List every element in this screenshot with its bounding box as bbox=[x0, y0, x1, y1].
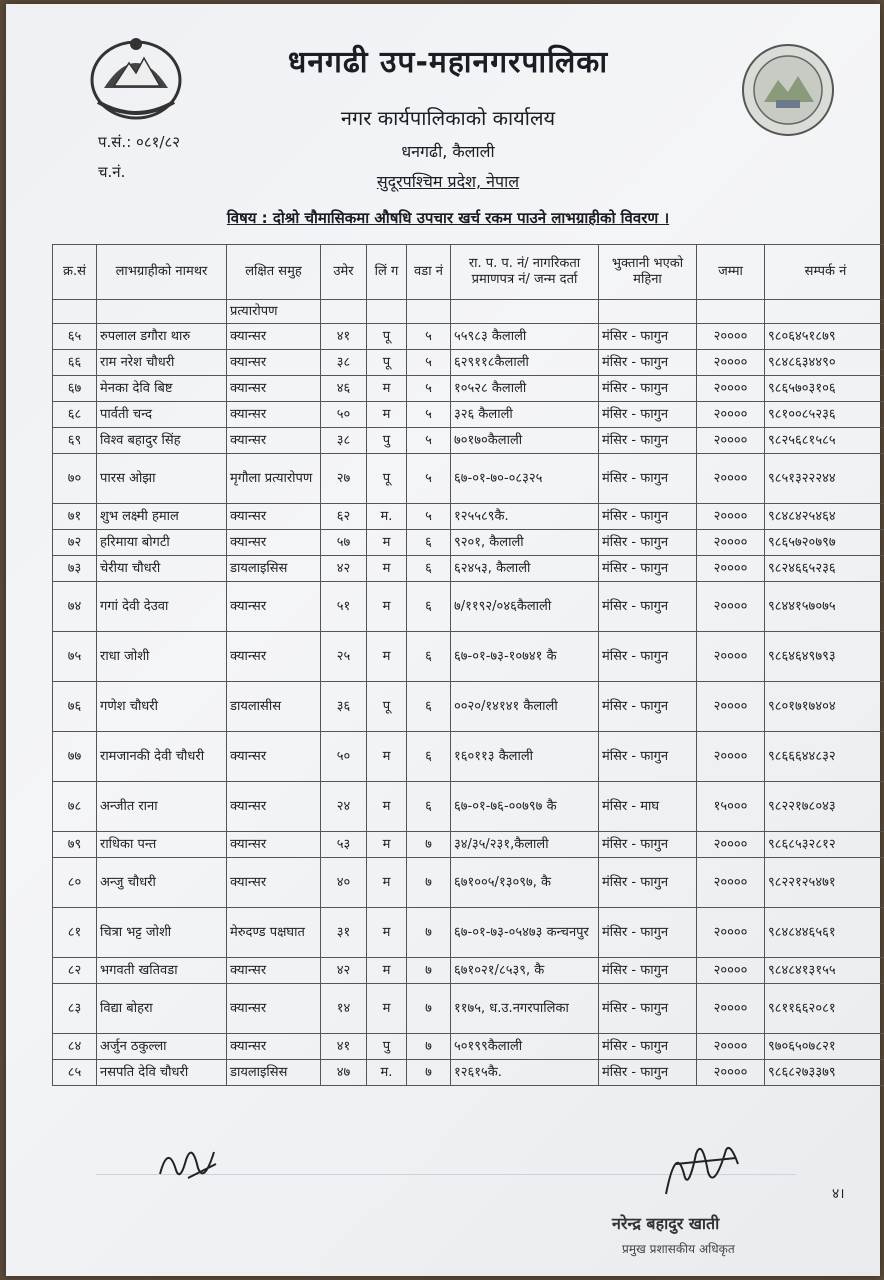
table-row bbox=[53, 402, 884, 428]
row-id: ६७१००५/१३०९७, कै bbox=[451, 858, 599, 908]
row-phone: ९८११६६२०८१ bbox=[765, 984, 884, 1034]
row-serial: ६९ bbox=[53, 428, 97, 454]
table-body bbox=[53, 300, 884, 1086]
row-phone: ९८२२१२५४७१ bbox=[765, 858, 884, 908]
row-serial: ८३ bbox=[53, 984, 97, 1034]
row-ward: ७ bbox=[407, 832, 451, 858]
document-subject: विषय : दोश्रो चौमासिकमा औषधि उपचार खर्च रकम पाउने लाभग्राहीको विवरण । bbox=[226, 209, 670, 227]
row-age: ६२ bbox=[321, 504, 367, 530]
table-row bbox=[53, 782, 884, 832]
row-amount: २०००० bbox=[697, 632, 765, 682]
row-serial: ६८ bbox=[53, 402, 97, 428]
table-row bbox=[53, 858, 884, 908]
row-age: ३१ bbox=[321, 908, 367, 958]
row-age: १४ bbox=[321, 984, 367, 1034]
row-amount: २०००० bbox=[697, 324, 765, 350]
row-sex: पु bbox=[367, 428, 407, 454]
row-serial: ६६ bbox=[53, 350, 97, 376]
table-row bbox=[53, 732, 884, 782]
row-amount: २०००० bbox=[697, 858, 765, 908]
row-serial: ७२ bbox=[53, 530, 97, 556]
row-sex: म bbox=[367, 402, 407, 428]
carry-over-text: प्रत्यारोपण bbox=[227, 300, 321, 324]
row-sex: म bbox=[367, 958, 407, 984]
row-group: क्यान्सर bbox=[227, 958, 321, 984]
row-phone: ९८५१३२२२४४ bbox=[765, 454, 884, 504]
row-phone: ९८६८५३२८१२ bbox=[765, 832, 884, 858]
row-month: मंसिर - फागुन bbox=[599, 324, 697, 350]
row-sex: म bbox=[367, 376, 407, 402]
row-phone: ९८२४६६५२३६ bbox=[765, 556, 884, 582]
row-group: क्यान्सर bbox=[227, 732, 321, 782]
row-sex: म. bbox=[367, 1060, 407, 1086]
row-serial: ७९ bbox=[53, 832, 97, 858]
table-row bbox=[53, 908, 884, 958]
row-name: राधा जोशी bbox=[97, 632, 227, 682]
table-row bbox=[53, 984, 884, 1034]
table-row bbox=[53, 454, 884, 504]
header-sex: लिं ग bbox=[367, 245, 407, 300]
beneficiary-table bbox=[52, 244, 884, 1086]
row-group: क्यान्सर bbox=[227, 1034, 321, 1060]
row-name: राम नरेश चौधरी bbox=[97, 350, 227, 376]
table-row bbox=[53, 632, 884, 682]
row-id: ६७-०१-७०-०८३२५ bbox=[451, 454, 599, 504]
row-id: ६७-०१-७६-००७९७ कै bbox=[451, 782, 599, 832]
row-age: ५० bbox=[321, 402, 367, 428]
row-phone: ९८०१७१७४०४ bbox=[765, 682, 884, 732]
row-ward: ५ bbox=[407, 428, 451, 454]
officer-name: नरेन्द्र बहादुर खाती bbox=[612, 1214, 720, 1233]
row-name: शुभ लक्ष्मी हमाल bbox=[97, 504, 227, 530]
row-group: डायलासीस bbox=[227, 682, 321, 732]
header-month: भुक्तानी भएको महिना bbox=[599, 245, 697, 300]
row-phone: ९८०६४५१८७९ bbox=[765, 324, 884, 350]
row-phone: ९८६५७०३१०६ bbox=[765, 376, 884, 402]
reference-fiscal-year: प.सं.: ०८१/८२ bbox=[98, 133, 181, 151]
row-name: विश्व बहादुर सिंह bbox=[97, 428, 227, 454]
row-age: २४ bbox=[321, 782, 367, 832]
row-serial: ६५ bbox=[53, 324, 97, 350]
row-serial: ७६ bbox=[53, 682, 97, 732]
row-ward: ७ bbox=[407, 958, 451, 984]
row-phone: ९८४८४१३१५५ bbox=[765, 958, 884, 984]
row-month: मंसिर - फागुन bbox=[599, 832, 697, 858]
row-id: ६२४५३, कैलाली bbox=[451, 556, 599, 582]
table-row bbox=[53, 556, 884, 582]
row-age: ५१ bbox=[321, 582, 367, 632]
row-phone: ९७०६५०७८२१ bbox=[765, 1034, 884, 1060]
row-amount: २०००० bbox=[697, 582, 765, 632]
row-serial: ७८ bbox=[53, 782, 97, 832]
row-amount: २०००० bbox=[697, 504, 765, 530]
row-name: हरिमाया बोगटी bbox=[97, 530, 227, 556]
row-month: मंसिर - फागुन bbox=[599, 582, 697, 632]
row-phone: ९८६५७२०७९७ bbox=[765, 530, 884, 556]
row-serial: ७१ bbox=[53, 504, 97, 530]
row-phone: ९८४८४२५४६४ bbox=[765, 504, 884, 530]
row-age: ४१ bbox=[321, 1034, 367, 1060]
row-sex: पू bbox=[367, 350, 407, 376]
row-group: क्यान्सर bbox=[227, 428, 321, 454]
table-row bbox=[53, 428, 884, 454]
table-row bbox=[53, 530, 884, 556]
row-ward: ५ bbox=[407, 350, 451, 376]
row-phone: ९८६८२७३३७९ bbox=[765, 1060, 884, 1086]
row-sex: म bbox=[367, 582, 407, 632]
dispatch-number: च.नं. bbox=[98, 163, 126, 181]
table-row bbox=[53, 350, 884, 376]
header-serial: क्र.सं bbox=[53, 245, 97, 300]
row-serial: ७४ bbox=[53, 582, 97, 632]
header-group: लक्षित समुह bbox=[227, 245, 321, 300]
row-ward: ७ bbox=[407, 984, 451, 1034]
row-amount: २०००० bbox=[697, 402, 765, 428]
row-ward: ६ bbox=[407, 530, 451, 556]
row-name: पारस ओझा bbox=[97, 454, 227, 504]
row-amount: २०००० bbox=[697, 454, 765, 504]
row-name: राधिका पन्त bbox=[97, 832, 227, 858]
row-group: क्यान्सर bbox=[227, 858, 321, 908]
row-serial: ७० bbox=[53, 454, 97, 504]
row-month: मंसिर - फागुन bbox=[599, 682, 697, 732]
table-row bbox=[53, 682, 884, 732]
row-group: क्यान्सर bbox=[227, 324, 321, 350]
row-month: मंसिर - फागुन bbox=[599, 504, 697, 530]
row-ward: ७ bbox=[407, 1060, 451, 1086]
row-name: चित्रा भट्ट जोशी bbox=[97, 908, 227, 958]
table-row bbox=[53, 832, 884, 858]
row-name: गगां देवी देउवा bbox=[97, 582, 227, 632]
row-name: रामजानकी देवी चौधरी bbox=[97, 732, 227, 782]
row-month: मंसिर - माघ bbox=[599, 782, 697, 832]
row-group: क्यान्सर bbox=[227, 350, 321, 376]
page-number: ४। bbox=[832, 1186, 845, 1202]
header-phone: सम्पर्क नं bbox=[765, 245, 884, 300]
row-group: मृगौला प्रत्यारोपण bbox=[227, 454, 321, 504]
table-row bbox=[53, 1060, 884, 1086]
row-id: ९२०१, कैलाली bbox=[451, 530, 599, 556]
row-phone: ९८६६६४४८३२ bbox=[765, 732, 884, 782]
row-age: ५७ bbox=[321, 530, 367, 556]
row-sex: पू bbox=[367, 454, 407, 504]
row-group: क्यान्सर bbox=[227, 530, 321, 556]
row-id: ६७-०१-७३-१०७४१ कै bbox=[451, 632, 599, 682]
row-name: चेरीया चौधरी bbox=[97, 556, 227, 582]
row-id: ६७१०२१/८५३९, कै bbox=[451, 958, 599, 984]
row-month: मंसिर - फागुन bbox=[599, 858, 697, 908]
row-age: ३८ bbox=[321, 350, 367, 376]
row-month: मंसिर - फागुन bbox=[599, 556, 697, 582]
row-ward: ६ bbox=[407, 682, 451, 732]
row-name: अन्जीत राना bbox=[97, 782, 227, 832]
row-month: मंसिर - फागुन bbox=[599, 908, 697, 958]
row-group: क्यान्सर bbox=[227, 504, 321, 530]
row-ward: ५ bbox=[407, 504, 451, 530]
office-name: नगर कार्यपालिकाको कार्यालय bbox=[340, 106, 556, 130]
row-sex: म bbox=[367, 908, 407, 958]
row-ward: ६ bbox=[407, 632, 451, 682]
row-age: २५ bbox=[321, 632, 367, 682]
row-ward: ७ bbox=[407, 858, 451, 908]
row-age: ४२ bbox=[321, 556, 367, 582]
row-amount: २०००० bbox=[697, 832, 765, 858]
row-group: क्यान्सर bbox=[227, 782, 321, 832]
table-row bbox=[53, 958, 884, 984]
row-amount: २०००० bbox=[697, 1060, 765, 1086]
row-amount: १५००० bbox=[697, 782, 765, 832]
row-sex: म bbox=[367, 530, 407, 556]
row-amount: २०००० bbox=[697, 1034, 765, 1060]
row-phone: ९८४८६३४४९० bbox=[765, 350, 884, 376]
row-ward: ५ bbox=[407, 454, 451, 504]
municipality-name: धनगढी उप-महानगरपालिका bbox=[287, 45, 609, 80]
row-month: मंसिर - फागुन bbox=[599, 984, 697, 1034]
row-age: ५३ bbox=[321, 832, 367, 858]
row-month: मंसिर - फागुन bbox=[599, 958, 697, 984]
row-phone: ९८१००८५२३६ bbox=[765, 402, 884, 428]
row-age: ५० bbox=[321, 732, 367, 782]
header-name: लाभग्राहीको नामथर bbox=[97, 245, 227, 300]
signature-right-icon bbox=[656, 1134, 746, 1206]
table-row bbox=[53, 376, 884, 402]
row-serial: ८२ bbox=[53, 958, 97, 984]
row-sex: म bbox=[367, 858, 407, 908]
row-name: गणेश चौधरी bbox=[97, 682, 227, 732]
row-month: मंसिर - फागुन bbox=[599, 1034, 697, 1060]
row-id: ११७५, ध.उ.नगरपालिका bbox=[451, 984, 599, 1034]
table-row bbox=[53, 582, 884, 632]
row-age: ४२ bbox=[321, 958, 367, 984]
row-id: १६०११३ कैलाली bbox=[451, 732, 599, 782]
row-group: क्यान्सर bbox=[227, 402, 321, 428]
row-name: अर्जुन ठकुल्ला bbox=[97, 1034, 227, 1060]
row-sex: म bbox=[367, 556, 407, 582]
row-sex: म bbox=[367, 832, 407, 858]
row-id: ००२०/१४१४१ कैलाली bbox=[451, 682, 599, 732]
row-group: क्यान्सर bbox=[227, 582, 321, 632]
row-ward: ५ bbox=[407, 324, 451, 350]
row-sex: म bbox=[367, 632, 407, 682]
row-age: ४१ bbox=[321, 324, 367, 350]
row-name: मेनका देवि बिष्ट bbox=[97, 376, 227, 402]
table-header-row bbox=[53, 245, 884, 300]
row-group: क्यान्सर bbox=[227, 376, 321, 402]
office-address: धनगढी, कैलाली bbox=[401, 142, 495, 161]
row-ward: ५ bbox=[407, 402, 451, 428]
row-ward: ७ bbox=[407, 1034, 451, 1060]
row-phone: ९८२२१७८०४३ bbox=[765, 782, 884, 832]
row-id: ३२६ कैलाली bbox=[451, 402, 599, 428]
row-age: ३६ bbox=[321, 682, 367, 732]
row-id: १०५२८ कैलाली bbox=[451, 376, 599, 402]
row-age: ४६ bbox=[321, 376, 367, 402]
row-phone: ९८४८४४६५६१ bbox=[765, 908, 884, 958]
row-sex: पु bbox=[367, 1034, 407, 1060]
row-ward: ६ bbox=[407, 782, 451, 832]
row-month: मंसिर - फागुन bbox=[599, 1060, 697, 1086]
row-serial: ७५ bbox=[53, 632, 97, 682]
row-id: ७/११९२/०४६कैलाली bbox=[451, 582, 599, 632]
row-phone: ९८४४१५७०७५ bbox=[765, 582, 884, 632]
header-id: रा. प. प. नं/ नागरिकता प्रमाणपत्र नं/ जन्म दर्ता bbox=[451, 245, 599, 300]
row-serial: ८० bbox=[53, 858, 97, 908]
row-id: ६२९११८कैलाली bbox=[451, 350, 599, 376]
row-id: ५५९८३ कैलाली bbox=[451, 324, 599, 350]
row-month: मंसिर - फागुन bbox=[599, 632, 697, 682]
row-id: ३४/३५/२३१,कैलाली bbox=[451, 832, 599, 858]
row-group: क्यान्सर bbox=[227, 984, 321, 1034]
row-amount: २०००० bbox=[697, 908, 765, 958]
row-month: मंसिर - फागुन bbox=[599, 732, 697, 782]
table-row bbox=[53, 504, 884, 530]
row-amount: २०००० bbox=[697, 682, 765, 732]
row-phone: ९८६४६४९७९३ bbox=[765, 632, 884, 682]
row-amount: २०००० bbox=[697, 958, 765, 984]
row-name: विद्या बोहरा bbox=[97, 984, 227, 1034]
header-amount: जम्मा bbox=[697, 245, 765, 300]
row-sex: पू bbox=[367, 324, 407, 350]
row-name: पार्वती चन्द bbox=[97, 402, 227, 428]
row-serial: ८१ bbox=[53, 908, 97, 958]
row-phone: ९८२५६८१५८५ bbox=[765, 428, 884, 454]
header-age: उमेर bbox=[321, 245, 367, 300]
row-amount: २०००० bbox=[697, 428, 765, 454]
row-serial: ७३ bbox=[53, 556, 97, 582]
row-ward: ६ bbox=[407, 732, 451, 782]
row-serial: ६७ bbox=[53, 376, 97, 402]
row-group: डायलाइसिस bbox=[227, 556, 321, 582]
carry-over-row bbox=[53, 300, 884, 324]
row-id: १२५५८९कै. bbox=[451, 504, 599, 530]
row-amount: २०००० bbox=[697, 556, 765, 582]
row-month: मंसिर - फागुन bbox=[599, 376, 697, 402]
table-row bbox=[53, 324, 884, 350]
row-age: २७ bbox=[321, 454, 367, 504]
header-ward: वडा नं bbox=[407, 245, 451, 300]
row-amount: २०००० bbox=[697, 984, 765, 1034]
row-name: अन्जु चौधरी bbox=[97, 858, 227, 908]
row-serial: ८५ bbox=[53, 1060, 97, 1086]
row-sex: म bbox=[367, 782, 407, 832]
row-ward: ५ bbox=[407, 376, 451, 402]
row-group: मेरुदण्ड पक्षघात bbox=[227, 908, 321, 958]
row-serial: ८४ bbox=[53, 1034, 97, 1060]
row-name: रुपलाल डगौरा थारु bbox=[97, 324, 227, 350]
row-ward: ६ bbox=[407, 556, 451, 582]
signature-left-icon bbox=[154, 1134, 224, 1194]
row-id: ७०१७०कैलाली bbox=[451, 428, 599, 454]
row-amount: २०००० bbox=[697, 732, 765, 782]
row-sex: म bbox=[367, 984, 407, 1034]
row-month: मंसिर - फागुन bbox=[599, 402, 697, 428]
row-age: ४० bbox=[321, 858, 367, 908]
row-id: १२६१५कै. bbox=[451, 1060, 599, 1086]
row-group: क्यान्सर bbox=[227, 632, 321, 682]
row-month: मंसिर - फागुन bbox=[599, 530, 697, 556]
table-row bbox=[53, 1034, 884, 1060]
row-sex: म bbox=[367, 732, 407, 782]
row-id: ५०१९९कैलाली bbox=[451, 1034, 599, 1060]
row-month: मंसिर - फागुन bbox=[599, 428, 697, 454]
row-month: मंसिर - फागुन bbox=[599, 454, 697, 504]
row-amount: २०००० bbox=[697, 350, 765, 376]
row-age: ३८ bbox=[321, 428, 367, 454]
document-page bbox=[6, 4, 880, 1276]
row-ward: ६ bbox=[407, 582, 451, 632]
row-amount: २०००० bbox=[697, 376, 765, 402]
row-name: नसपति देवि चौधरी bbox=[97, 1060, 227, 1086]
row-amount: २०००० bbox=[697, 530, 765, 556]
office-province: सुदूरपश्चिम प्रदेश, नेपाल bbox=[376, 172, 520, 191]
row-ward: ७ bbox=[407, 908, 451, 958]
row-group: क्यान्सर bbox=[227, 832, 321, 858]
row-serial: ७७ bbox=[53, 732, 97, 782]
row-sex: पू bbox=[367, 682, 407, 732]
row-month: मंसिर - फागुन bbox=[599, 350, 697, 376]
row-sex: म. bbox=[367, 504, 407, 530]
row-id: ६७-०१-७३-०५४७३ कन्चनपुर bbox=[451, 908, 599, 958]
row-group: डायलाइसिस bbox=[227, 1060, 321, 1086]
row-name: भगवती खतिवडा bbox=[97, 958, 227, 984]
row-age: ४७ bbox=[321, 1060, 367, 1086]
officer-title: प्रमुख प्रशासकीय अधिकृत bbox=[622, 1242, 735, 1256]
